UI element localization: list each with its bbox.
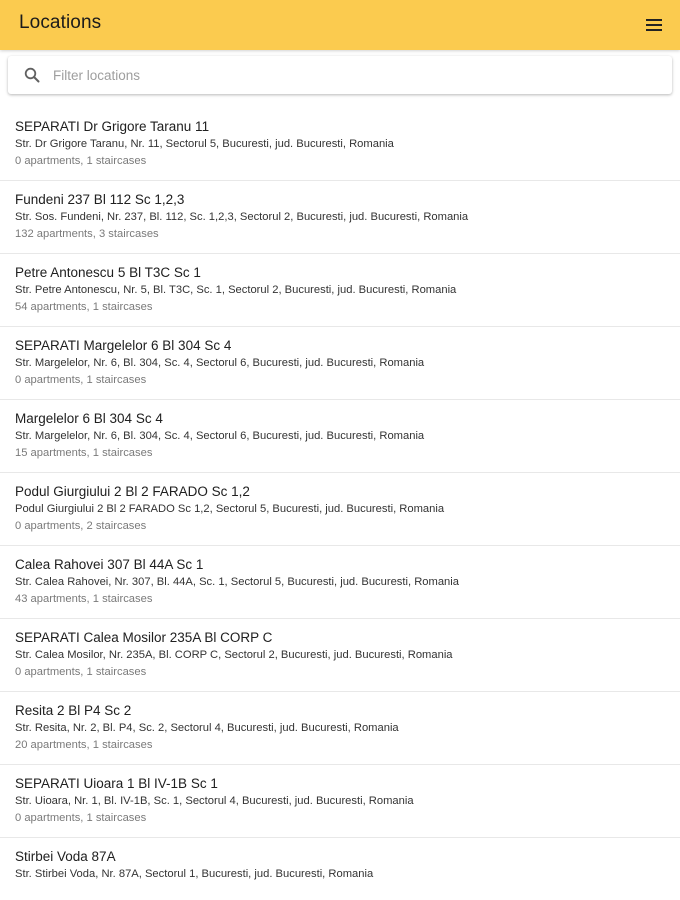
location-list-item[interactable] bbox=[0, 181, 680, 254]
location-list-item[interactable] bbox=[0, 327, 680, 400]
location-stats: 0 apartments, 1 staircases bbox=[15, 812, 147, 824]
location-list-item[interactable] bbox=[0, 765, 680, 838]
search-box[interactable] bbox=[8, 56, 672, 94]
page-title: Locations bbox=[19, 12, 102, 33]
location-stats: 54 apartments, 1 staircases bbox=[15, 301, 153, 313]
location-name: SEPARATI Dr Grigore Taranu 11 bbox=[15, 119, 210, 134]
location-list-item[interactable] bbox=[0, 692, 680, 765]
location-stats: 0 apartments, 1 staircases bbox=[15, 155, 147, 167]
location-name: Podul Giurgiului 2 Bl 2 FARADO Sc 1,2 bbox=[15, 484, 250, 499]
location-list-item[interactable] bbox=[0, 546, 680, 619]
location-stats: 0 apartments, 1 staircases bbox=[15, 374, 147, 386]
location-name: Fundeni 237 Bl 112 Sc 1,2,3 bbox=[15, 192, 185, 207]
location-name: Resita 2 Bl P4 Sc 2 bbox=[15, 703, 132, 718]
location-stats: 0 apartments, 2 staircases bbox=[15, 520, 147, 532]
location-list bbox=[0, 108, 680, 900]
location-name: SEPARATI Uioara 1 Bl IV-1B Sc 1 bbox=[15, 776, 218, 791]
location-list-item[interactable] bbox=[0, 473, 680, 546]
location-name: Petre Antonescu 5 Bl T3C Sc 1 bbox=[15, 265, 201, 280]
location-stats: 0 apartments, 1 staircases bbox=[15, 666, 147, 678]
location-address: Str. Dr Grigore Taranu, Nr. 11, Sectorul 5, Bucuresti, jud. Bucuresti, Romania bbox=[15, 138, 394, 150]
search-input[interactable] bbox=[53, 60, 643, 90]
location-list-item[interactable] bbox=[0, 108, 680, 181]
hamburger-menu-icon bbox=[646, 18, 662, 32]
menu-button[interactable] bbox=[642, 13, 666, 37]
location-stats: 132 apartments, 3 staircases bbox=[15, 228, 159, 240]
location-address: Str. Petre Antonescu, Nr. 5, Bl. T3C, Sc. 1, Sectorul 2, Bucuresti, jud. Bucuresti, Romania bbox=[15, 284, 457, 296]
location-address: Podul Giurgiului 2 Bl 2 FARADO Sc 1,2, Sectorul 5, Bucuresti, jud. Bucuresti, Romania bbox=[15, 503, 445, 515]
location-address: Str. Uioara, Nr. 1, Bl. IV-1B, Sc. 1, Sectorul 4, Bucuresti, jud. Bucuresti, Romania bbox=[15, 795, 414, 807]
location-stats: 15 apartments, 1 staircases bbox=[15, 447, 153, 459]
location-address: Str. Margelelor, Nr. 6, Bl. 304, Sc. 4, Sectorul 6, Bucuresti, jud. Bucuresti, Romania bbox=[15, 430, 425, 442]
location-name: Stirbei Voda 87A bbox=[15, 849, 116, 864]
location-name: SEPARATI Margelelor 6 Bl 304 Sc 4 bbox=[15, 338, 232, 353]
location-address: Str. Resita, Nr. 2, Bl. P4, Sc. 2, Sectorul 4, Bucuresti, jud. Bucuresti, Romania bbox=[15, 722, 399, 734]
location-address: Str. Stirbei Voda, Nr. 87A, Sectorul 1, Bucuresti, jud. Bucuresti, Romania bbox=[15, 868, 374, 880]
location-stats: 20 apartments, 1 staircases bbox=[15, 739, 153, 751]
location-name: Margelelor 6 Bl 304 Sc 4 bbox=[15, 411, 163, 426]
location-list-item[interactable] bbox=[0, 619, 680, 692]
location-address: Str. Margelelor, Nr. 6, Bl. 304, Sc. 4, Sectorul 6, Bucuresti, jud. Bucuresti, Romania bbox=[15, 357, 425, 369]
location-address: Str. Sos. Fundeni, Nr. 237, Bl. 112, Sc. 1,2,3, Sectorul 2, Bucuresti, jud. Bucuresti, Romania bbox=[15, 211, 469, 223]
location-stats: 43 apartments, 1 staircases bbox=[15, 593, 153, 605]
search-icon bbox=[23, 66, 41, 84]
location-name: SEPARATI Calea Mosilor 235A Bl CORP C bbox=[15, 630, 273, 645]
location-address: Str. Calea Rahovei, Nr. 307, Bl. 44A, Sc. 1, Sectorul 5, Bucuresti, jud. Bucuresti, Romania bbox=[15, 576, 459, 588]
app-bar bbox=[0, 0, 680, 50]
location-list-item[interactable] bbox=[0, 254, 680, 327]
location-list-item[interactable] bbox=[0, 400, 680, 473]
location-name: Calea Rahovei 307 Bl 44A Sc 1 bbox=[15, 557, 204, 572]
location-list-item[interactable] bbox=[0, 838, 680, 900]
location-address: Str. Calea Mosilor, Nr. 235A, Bl. CORP C, Sectorul 2, Bucuresti, jud. Bucuresti, Romania bbox=[15, 649, 453, 661]
